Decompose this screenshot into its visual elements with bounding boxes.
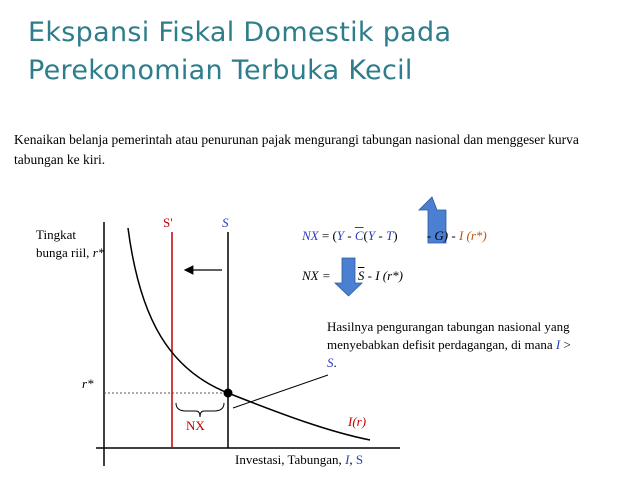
eq2-rest: - I (r*) [364, 268, 404, 283]
note-pointer-line [233, 375, 328, 408]
eq1-minus2: - [375, 228, 386, 243]
y-axis-label [36, 226, 106, 262]
eq1-investment: I (r*) [458, 228, 487, 243]
note-gt: > [560, 337, 571, 352]
eq1-c: $\overline{C}$ [354, 228, 364, 243]
note-i: I [555, 337, 561, 352]
eq1-nx: NX [302, 228, 319, 243]
rstar-label-text: r* [82, 376, 94, 391]
y-axis-variable: r* [92, 245, 105, 260]
x-axis-var-i: I [345, 452, 350, 467]
eq1-t: T [385, 228, 394, 243]
eq1-close-paren: ) [393, 228, 398, 243]
note-s: S [327, 355, 334, 370]
x-axis-sep: , [349, 452, 356, 467]
eq1-rest: - G) - [423, 228, 459, 243]
equation-1 [302, 228, 487, 244]
equilibrium-point [224, 389, 233, 398]
slide-title: Ekspansi Fiskal Domestik pada Perekonomian Terbuka Kecil [28, 17, 452, 86]
slide-subtitle: Kenaikan belanja pemerintah atau penurunan pajak mengurangi tabungan nasional dan menggeser kurva tabungan ke kiri. [14, 132, 579, 167]
y-axis-label-text: Tingkat bunga riil, [36, 227, 93, 260]
eq1-equals: = ( [318, 228, 337, 243]
eq1-y2: Y [367, 228, 376, 243]
eq1-open-paren: ( [363, 228, 368, 243]
note-end: . [333, 355, 337, 370]
nx-label: NX [186, 418, 205, 433]
eq1-y: Y [336, 228, 345, 243]
equation-2 [302, 268, 403, 284]
x-axis-label-text: Investasi, Tabungan, [235, 452, 346, 467]
eq2-lhs: NX = [302, 268, 334, 283]
trade-deficit-note [327, 318, 577, 372]
x-axis-label [235, 452, 363, 468]
eq1-minus: - [344, 228, 355, 243]
note-text: Hasilnya pengurangan tabungan nasional yang menyebabkan defisit perdagangan, di mana [327, 319, 570, 352]
nx-brace [176, 403, 224, 417]
s-prime-label: S' [163, 215, 173, 230]
eq2-s: $\overline{S}$ [357, 268, 365, 283]
s-label: S [222, 215, 229, 230]
rstar-label [82, 376, 94, 392]
x-axis-var-s: S [355, 452, 364, 467]
investment-curve-label: I(r) [348, 414, 367, 429]
